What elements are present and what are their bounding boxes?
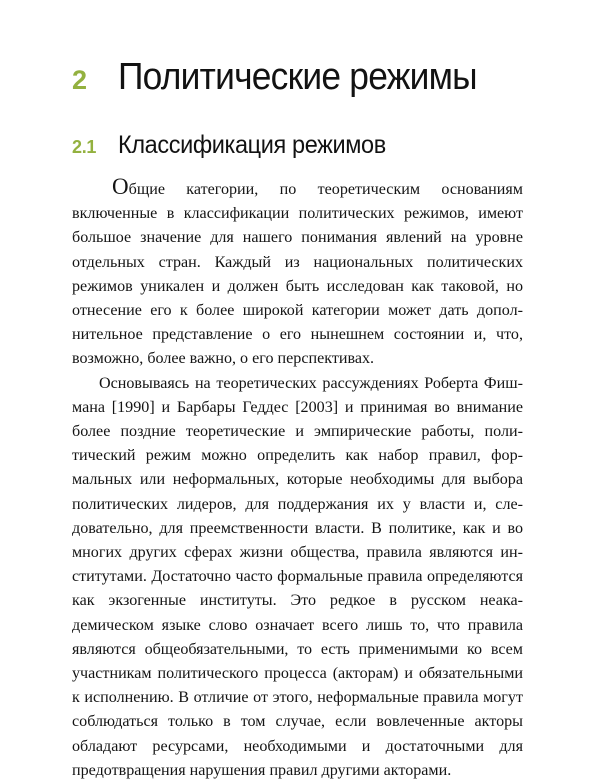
chapter-title: Политические режимы xyxy=(118,56,477,98)
section-number: 2.1 xyxy=(72,137,97,157)
paragraph-2: Основываясь на теоретических рассуждениях Роберта Фишмана [1990] и Барбары Геддес [2003] и принимая во внимание более поздние теоретические и эмпирические работы, политический режим можно определить как набор правил, формальных или неформальных, которые необходимы для выбора политических лидеров, для поддержания их у власти и, следовательно, для преемственности власти. В политике, как и во многих других сферах жизни общества, правила являются институтами. Достаточно часто формальные правила определяются как экзогенные институты. Это редкое в русском неакадемическом языке слово означает всего лишь то, что правила являются общеобязательными, то есть применимыми ко всем участникам политического процесса (акторам) и обязательными к исполнению. В отличие от этого, неформальные правила могут соблюдаться только в том случае, если вовлеченные акторы обладают ресурсами, необходимыми и достаточными для предотвращения нарушения правил другими акторами. xyxy=(72,374,523,779)
section-title: Классификация режимов xyxy=(118,131,386,159)
paragraph-1-text: бщие категории, по теоретическим основаниям включенные в классификации политических режимов, имеют большое значение для нашего понимания явлений на уровне отдельных стран. Каждый из национальных политических режимов уникален и должен быть исследован как таковой, но отнесение его к более широкой категории может дать дополнительное представление о его нынешнем состоянии и, что, возможно, более важно, о его перспективах. xyxy=(72,181,523,368)
chapter-heading xyxy=(72,58,524,96)
paragraph-1 xyxy=(72,174,523,372)
drop-cap: О xyxy=(112,174,129,199)
chapter-number: 2 xyxy=(72,65,87,95)
body-text-block xyxy=(72,174,523,783)
section-heading xyxy=(72,133,524,158)
